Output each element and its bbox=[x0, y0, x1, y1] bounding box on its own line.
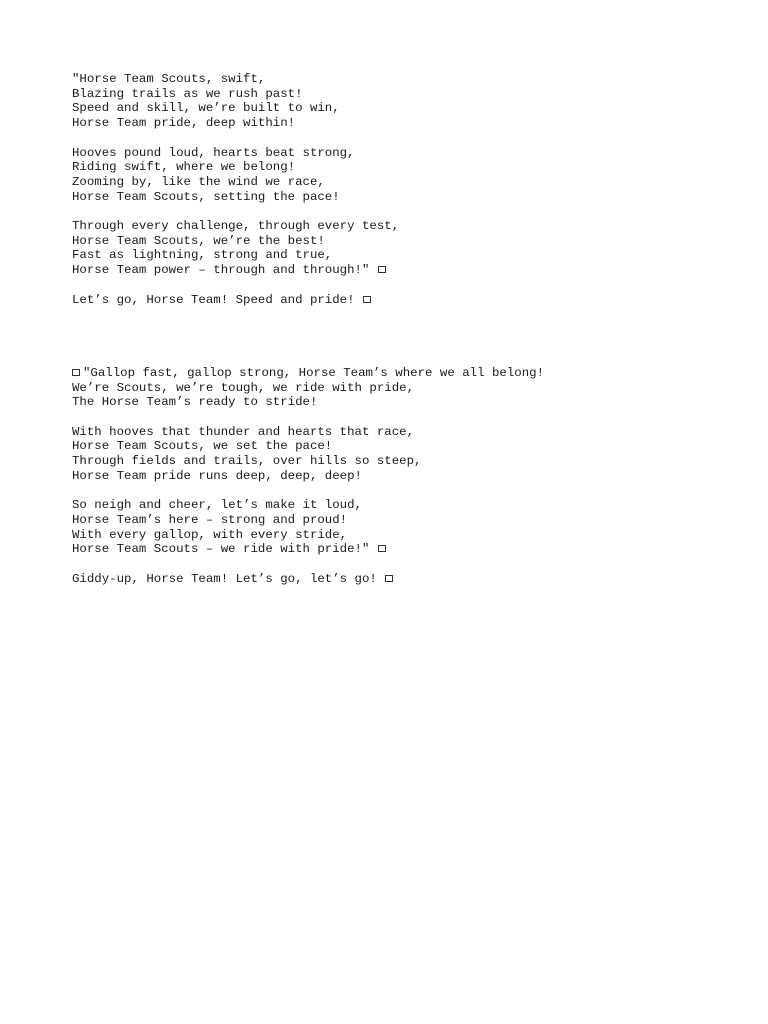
lyric-line: Horse Team pride runs deep, deep, deep! bbox=[72, 468, 362, 483]
closing-text: Giddy-up, Horse Team! Let’s go, let’s go! bbox=[72, 571, 377, 586]
lyric-line: Riding swift, where we belong! bbox=[72, 160, 296, 175]
missing-glyph-icon bbox=[72, 369, 80, 376]
lyric-text: Horse Team Scouts – we ride with pride!" bbox=[72, 542, 370, 557]
missing-glyph-icon bbox=[378, 545, 386, 552]
lyric-line: Horse Team’s here – strong and proud! bbox=[72, 512, 348, 527]
missing-glyph-icon bbox=[385, 575, 393, 582]
lyric-line: Blazing trails as we rush past! bbox=[72, 86, 303, 101]
document-page bbox=[72, 72, 712, 601]
missing-glyph-icon bbox=[363, 296, 371, 303]
song-2-stanza-1 bbox=[72, 366, 712, 410]
lyric-line-with-glyph bbox=[72, 366, 712, 381]
lyric-line: Hooves pound loud, hearts beat strong, bbox=[72, 145, 355, 160]
lyric-line: We’re Scouts, we’re tough, we ride with pride, bbox=[72, 380, 415, 395]
lyric-line: Speed and skill, we’re built to win, bbox=[72, 101, 340, 116]
song-1-stanza-3 bbox=[72, 219, 712, 278]
lyric-line: So neigh and cheer, let’s make it loud, bbox=[72, 498, 362, 513]
lyric-line: Horse Team Scouts, we’re the best! bbox=[72, 233, 325, 248]
lyric-line: Horse Team Scouts, setting the pace! bbox=[72, 189, 340, 204]
lyric-line: Horse Team Scouts, we set the pace! bbox=[72, 439, 333, 454]
lyric-line: Fast as lightning, strong and true, bbox=[72, 248, 333, 263]
section-gap bbox=[72, 322, 712, 366]
lyric-line: Through fields and trails, over hills so steep, bbox=[72, 454, 422, 469]
song-2 bbox=[72, 366, 712, 587]
lyric-line-with-glyph bbox=[72, 263, 712, 278]
lyric-line: Zooming by, like the wind we race, bbox=[72, 174, 325, 189]
lyric-text: Horse Team power – through and through!" bbox=[72, 263, 370, 278]
lyric-text: "Gallop fast, gallop strong, Horse Team’s where we all belong! bbox=[83, 365, 545, 380]
song-2-stanza-3 bbox=[72, 498, 712, 557]
lyric-line: With hooves that thunder and hearts that race, bbox=[72, 424, 415, 439]
song-2-stanza-2 bbox=[72, 425, 712, 484]
closing-line bbox=[72, 293, 712, 308]
song-1-stanza-1 bbox=[72, 72, 712, 131]
closing-line bbox=[72, 572, 712, 587]
song-1 bbox=[72, 72, 712, 307]
missing-glyph-icon bbox=[378, 266, 386, 273]
song-2-closing bbox=[72, 572, 712, 587]
song-1-stanza-2 bbox=[72, 146, 712, 205]
lyric-line: With every gallop, with every stride, bbox=[72, 527, 348, 542]
lyric-line-with-glyph bbox=[72, 542, 712, 557]
lyric-line: The Horse Team’s ready to stride! bbox=[72, 395, 318, 410]
closing-text: Let’s go, Horse Team! Speed and pride! bbox=[72, 292, 355, 307]
lyric-line: Horse Team pride, deep within! bbox=[72, 116, 296, 131]
lyric-line: "Horse Team Scouts, swift, bbox=[72, 72, 266, 86]
song-1-closing bbox=[72, 293, 712, 308]
lyric-line: Through every challenge, through every test, bbox=[72, 219, 400, 233]
